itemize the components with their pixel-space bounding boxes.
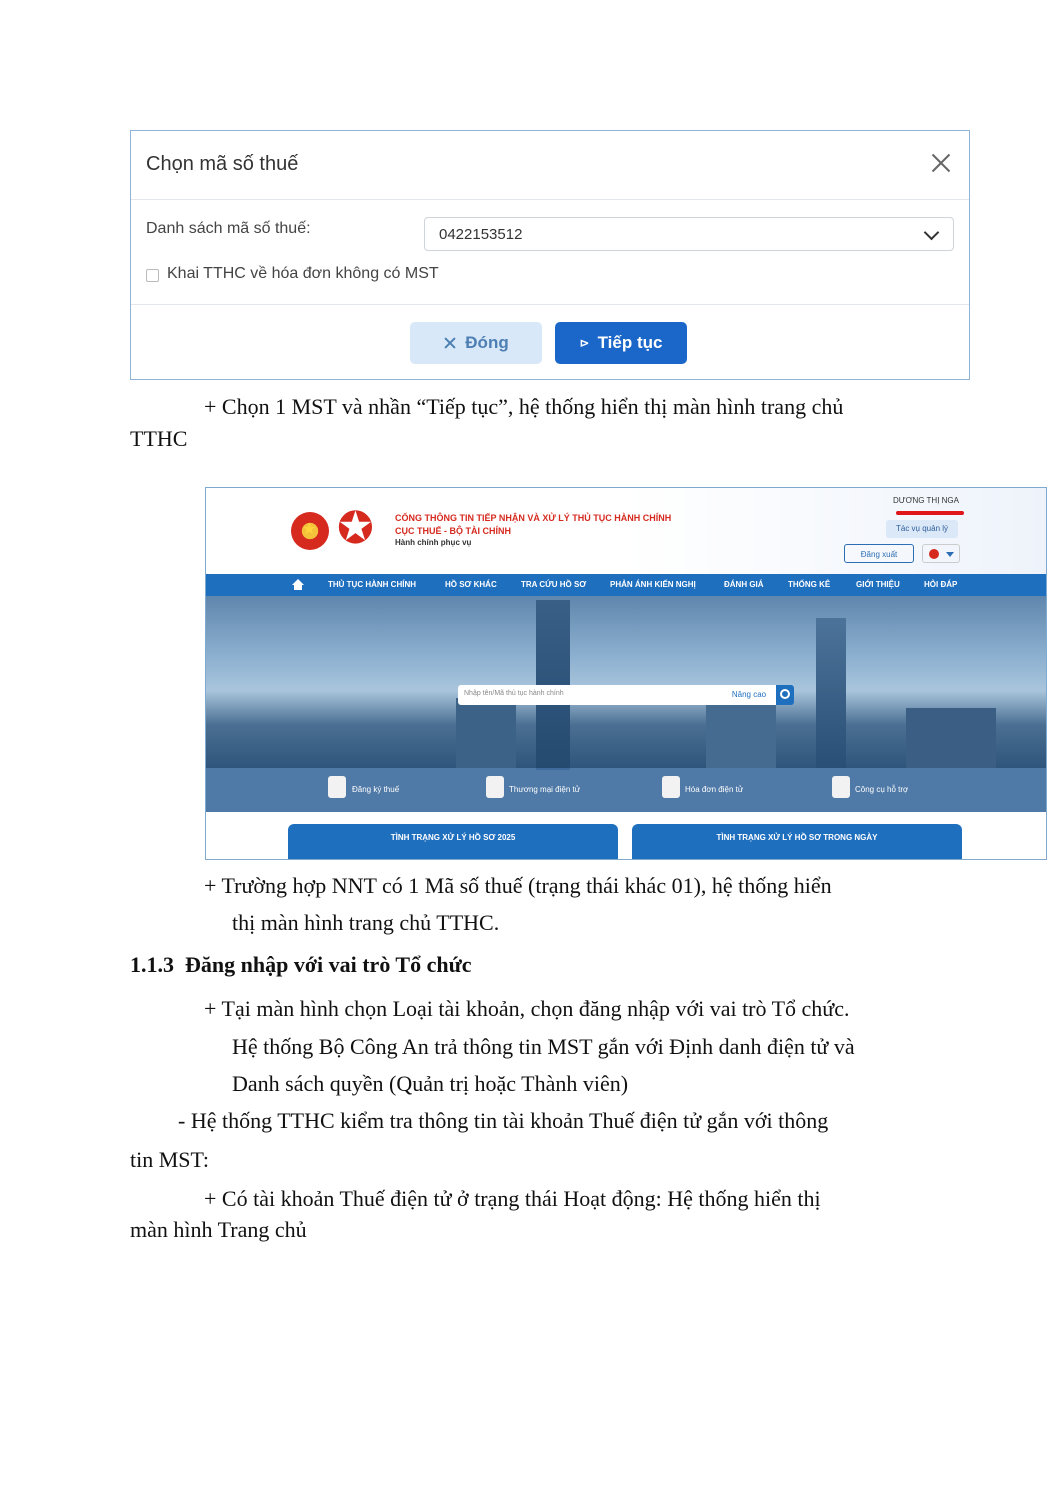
nav-item[interactable]: PHẢN ÁNH KIẾN NGHỊ xyxy=(610,580,696,589)
procedure-search-input[interactable] xyxy=(458,685,722,705)
paragraph-4-line-1: - Hệ thống TTHC kiểm tra thông tin tài khoản Thuế điện tử gắn với thông xyxy=(178,1108,829,1133)
search-placeholder: Nhập tên/Mã thủ tục hành chính xyxy=(464,690,564,697)
status-panel-today: TÌNH TRẠNG XỬ LÝ HỒ SƠ TRONG NGÀY xyxy=(632,824,962,860)
national-emblem-icon xyxy=(291,512,329,550)
close-icon[interactable] xyxy=(927,149,955,177)
paragraph-1-line-1: + Chọn 1 MST và nhần “Tiếp tục”, hệ thống hiển thị màn hình trang chủ xyxy=(204,394,844,419)
nav-item[interactable]: TRA CỨU HỒ SƠ xyxy=(521,580,587,589)
close-button[interactable] xyxy=(410,322,542,364)
section-number: 1.1.3 xyxy=(130,952,174,977)
paragraph-2-line-1: + Trường hợp NNT có 1 Mã số thuế (trạng thái khác 01), hệ thống hiển xyxy=(204,873,832,898)
close-icon xyxy=(443,336,457,350)
redaction-mark xyxy=(896,511,964,515)
status-panel-year: TÌNH TRẠNG XỬ LÝ HỒ SƠ 2025 xyxy=(288,824,618,860)
quick-link[interactable]: Công cụ hỗ trợ xyxy=(855,785,909,794)
tax-code-select[interactable] xyxy=(424,217,954,251)
dialog-title: Chọn mã số thuế xyxy=(146,153,299,175)
advanced-search-link[interactable]: Nâng cao xyxy=(722,685,776,705)
no-mst-checkbox[interactable] xyxy=(146,269,159,282)
quick-link[interactable]: Đăng ký thuế xyxy=(352,785,400,794)
home-icon[interactable] xyxy=(292,579,304,585)
building-shape xyxy=(456,698,516,768)
language-selector[interactable] xyxy=(922,544,960,563)
support-tools-icon xyxy=(832,776,850,798)
portal-header xyxy=(206,488,1046,574)
dialog-footer-divider xyxy=(131,304,969,305)
choose-tax-code-dialog xyxy=(130,130,970,380)
nav-item[interactable]: THỦ TỤC HÀNH CHÍNH xyxy=(328,580,416,589)
paragraph-1-line-2: TTHC xyxy=(130,426,188,451)
continue-button[interactable] xyxy=(555,322,687,364)
portal-slogan: Hành chính phục vụ xyxy=(395,538,472,547)
ecommerce-icon xyxy=(486,776,504,798)
continue-button-label: Tiếp tục xyxy=(597,333,663,352)
section-title: Đăng nhập với vai trò Tổ chức xyxy=(185,952,472,977)
quick-links-bar xyxy=(206,768,1046,812)
paragraph-3-line-2: Hệ thống Bộ Công An trả thông tin MST gắn với Định danh điện tử và xyxy=(232,1034,855,1059)
dialog-header xyxy=(131,131,969,200)
main-nav xyxy=(206,574,1046,596)
search-icon[interactable] xyxy=(776,685,794,705)
chevron-down-icon xyxy=(924,225,940,241)
quick-link[interactable]: Hóa đơn điện tử xyxy=(685,785,744,794)
skip-forward-icon: ⊳ xyxy=(579,336,590,350)
close-button-label: Đóng xyxy=(465,333,509,352)
building-shape xyxy=(816,618,846,768)
selected-tax-code: 0422153512 xyxy=(439,226,523,243)
user-name: DƯƠNG THỊ NGA xyxy=(893,496,959,505)
nav-item[interactable]: GIỚI THIỆU xyxy=(856,580,900,589)
paragraph-2-line-2: thị màn hình trang chủ TTHC. xyxy=(232,910,500,935)
paragraph-4-line-2: tin MST: xyxy=(130,1147,209,1172)
portal-homepage-screenshot xyxy=(205,487,1047,860)
paragraph-5-line-1: + Có tài khoản Thuế điện tử ở trạng thái Hoạt động: Hệ thống hiển thị xyxy=(204,1186,821,1211)
management-tasks-button[interactable]: Tác vụ quản lý xyxy=(886,520,958,538)
e-invoice-icon xyxy=(662,776,680,798)
nav-item[interactable]: HỒ SƠ KHÁC xyxy=(445,580,497,589)
nav-item[interactable]: HỎI ĐÁP xyxy=(924,580,958,589)
section-heading xyxy=(130,952,472,978)
building-shape xyxy=(906,708,996,768)
portal-title-line-2: CỤC THUẾ - BỘ TÀI CHÍNH xyxy=(395,526,511,536)
paragraph-5-line-2: màn hình Trang chủ xyxy=(130,1217,307,1242)
quick-link[interactable]: Thương mại điện tử xyxy=(509,785,581,794)
nav-item[interactable]: ĐÁNH GIÁ xyxy=(724,580,764,589)
paragraph-3-line-1: + Tại màn hình chọn Loại tài khoản, chọn đăng nhập với vai trò Tổ chức. xyxy=(204,996,850,1021)
tax-registration-icon xyxy=(328,776,346,798)
paragraph-3-line-3: Danh sách quyền (Quản trị hoặc Thành viên) xyxy=(232,1071,629,1096)
tax-code-list-label: Danh sách mã số thuế: xyxy=(146,220,311,237)
tax-logo-icon: ✪ xyxy=(337,504,374,553)
portal-title-line-1: CỔNG THÔNG TIN TIẾP NHẬN VÀ XỬ LÝ THỦ TỤC HÀNH CHÍNH xyxy=(395,513,672,523)
no-mst-checkbox-label: Khai TTHC về hóa đơn không có MST xyxy=(167,265,439,282)
logout-button[interactable]: Đăng xuất xyxy=(844,544,914,563)
nav-item[interactable]: THỐNG KÊ xyxy=(788,580,831,589)
